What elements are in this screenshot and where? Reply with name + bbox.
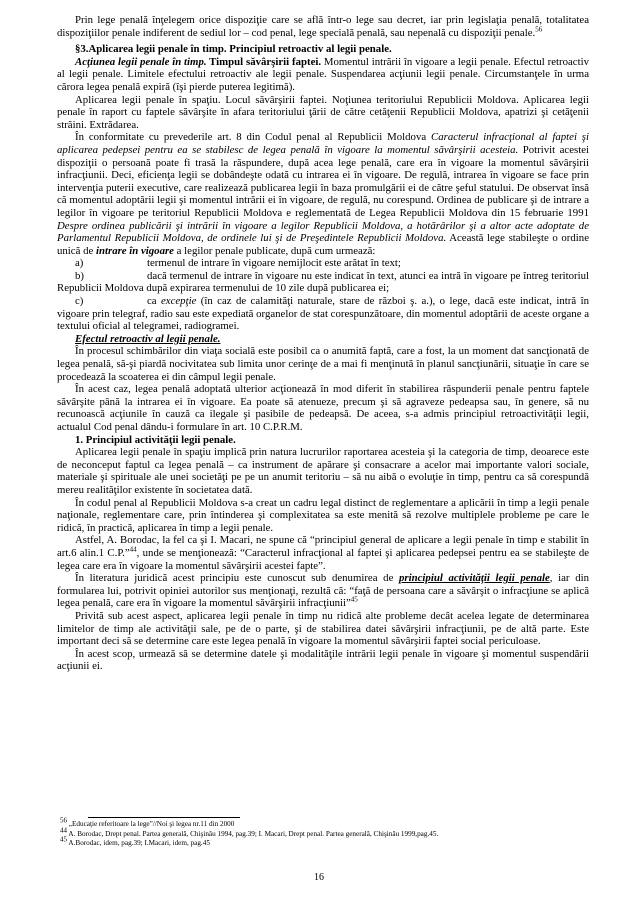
footnote-56: $^{56}$ „Educaţie referitoare la lege”//Noi şi legea nr.11 din 2000 (60, 816, 235, 828)
footnote-ref-56: 56 (535, 25, 543, 33)
paragraph-application-in-space: Aplicarea legii penale în spaţiu. Locul săvârşirii faptei. Noţiunea teritoriului Republicii Moldova. Aplicarea legii penale în raport cu faptele săvârşite în afara teritoriului ţării de către cetăţenii Republicii Moldova, apatrizi şi cetăţenii străini. Extrădarea. (57, 93, 589, 131)
paragraph-social-changes: În procesul schimbărilor din viaţa socială este posibil ca o anumită faptă, care a fost, la un moment dat sancţionată de legea penală, să-şi piardă nocivitatea sub limita unor cerinţe de a mai fi menţinută în planul sancţiunării, situaţie în care se procedează la scoaterea ei din câmpul legii penale. (57, 345, 589, 383)
list-item-a: a) termenul de intrare în vigoare nemijlocit este arătat în text; (75, 257, 401, 270)
paragraph-activity-principle: În literatura juridică acest principiu este cunoscut sub denumirea de principiul activităţii legii penale, iar din formularea lui, potrivit opiniei autorilor sus menţionaţi, rezultă că: “faţă de persoana care a săvârşit o infracţiune se aplică legea penală, care era în vigoare la momentul săvârşirii infracţiunii”$^{45}$ (57, 572, 589, 610)
body-text (57, 14, 589, 673)
paragraph-purpose: În acest scop, urmează să se determine datele şi modalităţile intrării legii penale în vigoare şi momentul suspendării acţiunii ei. (57, 647, 589, 673)
footnote-44: $^{44}$ A. Borodac, Drept penal. Partea generală, Chişinău 1994, pag.39; I. Macari, Drept penal. Partea generală, Chişinău 1999,pag.45. (60, 826, 439, 838)
footnote-45: $^{45}$ A.Borodac, idem, pag.39; I.Macari, idem, pag.45 (60, 835, 210, 848)
list-item-b: b) dacă termenul de intrare în vigoare nu este indicat în text, atunci ea intră în vigoare pe întreg teritoriul Republicii Moldova după expirarea termenului de 10 zile după publicarea ei; (57, 269, 589, 295)
list-item-c: c) ca excepţie (în caz de calamităţi naturale, stare de război ş. a.), o lege, dacă este indicat, intră în vigoare prin telegraf, radio sau este expediată organelor de stat corespunzătoare, din momentul adoptării de aceste organe a textului oficial al telegramei, radiogramei. (57, 295, 589, 333)
footnote-ref-45: 45 (350, 595, 358, 604)
section-heading: §3.Aplicarea legii penale în timp. Principiul retroactiv al legii penale. (75, 43, 392, 56)
sub-heading-retroactive: Efectul retroactiv al legii penale. (75, 332, 221, 345)
footnotes (60, 816, 580, 849)
principle-heading: 1. Principiul activităţii legii penale. (75, 433, 236, 446)
page-number: 16 (314, 872, 324, 883)
paragraph-retroactivity: În acest caz, legea penală adoptată ulterior acţionează în mod diferit în stabilirea răspunderii penale pentru faptele săvârşite până la intrarea ei în vigoare. Ea poate să atenueze, precum şi să agraveze pedeapsa sau, în genere, să nu recunoască acţiunile în cauză ca ilegale şi pasibile de pedeapsă. De aceea, s-a admis principiul retroactivităţii legii, actualul Cod penal dându-i formulare în art. 10 C.P.R.M. (57, 383, 589, 433)
paragraph-legal-framework: În codul penal al Republicii Moldova s-a creat un cadru legal distinct de reglementare a aplicării în timp a legii penale naţionale, reglementare care, prin întinderea şi complexitatea sa este menită să rezolve multiplele probleme pe care le ridică, în practică, aplicarea în timp a legii penale. (57, 496, 589, 534)
footnote-ref-44: 44 (129, 545, 137, 554)
paragraph-space-time: Aplicarea legii penale în spaţiu implică prin natura lucrurilor raportarea acesteia şi la categoria de timp, deoarece este de neconceput faptul ca legea penală – ca instrument de apărare şi consacrare a acelor mai importante valori sociale, materiale şi spirituale ale unei societăţi pe pe un anumit teritoriu – să nu aibă o evoluţie în timp, pentru ca să corespundă mereu realităţilor existente în societatea dată. (57, 446, 589, 496)
paragraph-borodac: Astfel, A. Borodac, la fel ca şi I. Macari, ne spune că “principiul general de aplicare a legii penale în timp e stabilit în art.6 alin.1 C.P.”$^{44}$, unde se menţionează: “Caracterul infracţional al faptei şi aplicarea pedepsei pentru ea se stabileşte de legea care era în vigoare la momentul săvârşirii acestei fapte”. (57, 534, 590, 572)
paragraph-action-in-time: Acţiunea legii penale în timp. Timpul săvârşirii faptei. Momentul intrării în vigoare a legii penale. Efectul retroactiv al legii penale. Limitele efectului retroactiv ale legii penale. Suspendarea acţiunii legii penale. Circumstanţele în urma cărora legea penală expiră (îşi pierde puterea legitimă). (57, 55, 589, 93)
paragraph-time-limits: Privită sub acest aspect, aplicarea legii penale în timp nu ridică alte probleme decât acelea legate de determinarea limitelor de timp ale activităţii sale, pe de o parte, şi de stabilirea datei săvârşirii infracţiunii, pe de altă parte. Este important deci să se determine care este legea penală în vigoare la momentul săvârşirii faptei social periculoase. (57, 609, 589, 648)
paragraph-definition: Prin lege penală înţelegem orice dispoziţie care se află într-o lege sau decret, iar prin legislaţia penală, totalitatea dispoziţiilor penale indiferent de sediul lor – cod penal, lege specială penală, sau nepenală cu dispoziţii penale.$^{56}$ (57, 14, 589, 39)
footnote-divider (88, 817, 240, 818)
paragraph-article-8: În conformitate cu prevederile art. 8 din Codul penal al Republicii Moldova Caracterul infracţional al faptei şi aplicarea pedepsei pentru ea se stabilesc de legea penală în vigoare la momentul săvârşirii acesteia. Potrivit acestei dispoziţii o persoană poate fi trasă la răspundere, după acea lege penală, care era în vigoare la momentul săvârşirii infracţiunii. Deci, eficienţa legii se dobândeşte odată cu intrarea ei în vigoare. De regulă, intrarea în vigoare se face prin intervenţia puterii executive, care realizează publicarea legii în baza promulgării ei de către şeful statului. De observat însă că momentul adoptării legii şi momentul intrării ei în vigoare, de regulă, nu corespund. Ordinea de publicare şi de intrare a legilor în vigoare pe teritoriul Republicii Moldova e reglementată de Legea Republicii Moldova din 15 februarie 1991 Despre ordinea publicării şi intrării în vigoare a legilor Republicii Moldova, a hotărârilor şi a altor acte adoptate de Parlamentul Republicii Moldova, de ordinele lui şi de Preşedintele Republicii Moldova. Această lege stabileşte o ordine unică de intrare în vigoare a legilor penale publicate, după cum urmează: (57, 131, 590, 257)
